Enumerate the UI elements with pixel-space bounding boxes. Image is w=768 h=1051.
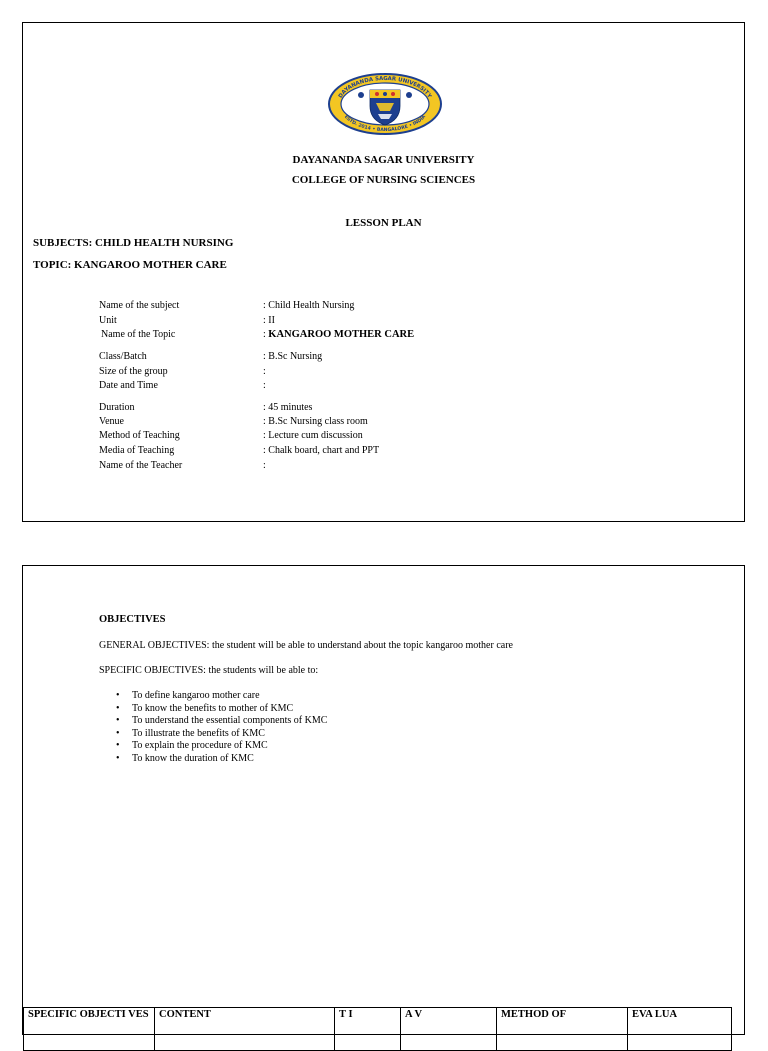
detail-label: Media of Teaching <box>99 445 175 456</box>
column-header-av-aids: A V <box>401 1008 497 1051</box>
detail-value: : Child Health Nursing <box>263 300 355 311</box>
detail-value: : <box>263 460 266 471</box>
college-name: COLLEGE OF NURSING SCIENCES <box>291 174 476 186</box>
detail-value: : II <box>263 315 275 326</box>
column-header-evaluation: EVA LUA <box>628 1008 732 1051</box>
document-page-1 <box>22 22 745 522</box>
list-item <box>99 690 327 703</box>
detail-label: Venue <box>99 416 124 427</box>
objective-text: To define kangaroo mother care <box>132 690 260 701</box>
detail-row-group-size <box>23 366 744 380</box>
detail-label: Name of the subject <box>99 300 180 311</box>
detail-row-venue <box>23 416 744 430</box>
column-header-content: CONTENT <box>155 1008 335 1051</box>
detail-row-duration <box>23 402 744 416</box>
bullet-icon: • <box>116 740 120 752</box>
detail-label: Duration <box>99 402 135 413</box>
document-page-2 <box>22 565 745 1035</box>
table-header-row <box>24 1008 732 1051</box>
detail-row-class <box>23 351 744 365</box>
detail-value: : <box>263 366 266 377</box>
bullet-icon: • <box>116 702 120 714</box>
seal-text-top: DAYANANDA SAGAR UNIVERSITY <box>337 75 433 100</box>
detail-row-date-time <box>23 380 744 394</box>
detail-value: : Chalk board, chart and PPT <box>263 445 380 456</box>
detail-label: Name of the Teacher <box>99 460 183 471</box>
detail-row-method <box>23 430 744 444</box>
detail-row-teacher <box>23 460 744 474</box>
column-header-method: METHOD OF <box>497 1008 628 1051</box>
detail-label: Unit <box>99 315 117 326</box>
detail-row-topic <box>23 329 744 343</box>
detail-value: : B.Sc Nursing class room <box>263 416 368 427</box>
objective-text: To understand the essential components of KMC <box>132 715 328 727</box>
detail-value: : 45 minutes <box>263 402 313 413</box>
bullet-icon: • <box>116 727 120 739</box>
university-name: DAYANANDA SAGAR UNIVERSITY <box>292 154 475 166</box>
list-item <box>99 753 327 766</box>
detail-label: Method of Teaching <box>99 430 180 441</box>
list-item <box>99 740 327 753</box>
university-seal-logo <box>328 73 442 135</box>
list-item <box>99 715 327 728</box>
bullet-icon: • <box>116 690 120 701</box>
detail-label: Class/Batch <box>99 351 147 362</box>
detail-value-strong: KANGAROO MOTHER CARE <box>268 329 415 340</box>
objective-text: To know the duration of KMC <box>132 752 254 764</box>
objective-text: To illustrate the benefits of KMC <box>132 727 265 739</box>
bullet-icon: • <box>116 715 120 727</box>
detail-row-media <box>23 445 744 459</box>
detail-label: Size of the group <box>99 366 168 377</box>
specific-objectives-list <box>99 690 327 766</box>
list-item <box>99 728 327 741</box>
column-header-time: T I <box>335 1008 401 1051</box>
detail-label: Name of the Topic <box>101 329 176 340</box>
list-item <box>99 703 327 716</box>
topic-line: TOPIC: KANGAROO MOTHER CARE <box>33 259 227 271</box>
detail-value-prefix: : <box>263 329 269 340</box>
objectives-heading: OBJECTIVES <box>99 614 166 625</box>
column-header-specific-objectives: SPECIFIC OBJECTI VES <box>24 1008 155 1051</box>
specific-objectives-intro: SPECIFIC OBJECTIVES: the students will be able to: <box>99 665 319 676</box>
subjects-line: SUBJECTS: CHILD HEALTH NURSING <box>33 237 234 249</box>
bullet-icon: • <box>116 752 120 764</box>
general-objectives: GENERAL OBJECTIVES: the student will be able to understand about the topic kangaroo mother care <box>99 640 513 651</box>
detail-label: Date and Time <box>99 380 158 391</box>
detail-value: : B.Sc Nursing <box>263 351 323 362</box>
detail-value: : <box>263 380 266 391</box>
objective-text: To know the benefits to mother of KMC <box>132 702 294 714</box>
lesson-plan-table <box>23 1007 732 1051</box>
detail-value <box>263 329 414 340</box>
detail-row-subject <box>23 300 744 314</box>
detail-row-unit <box>23 315 744 329</box>
document-title: LESSON PLAN <box>345 217 422 229</box>
detail-value: : Lecture cum discussion <box>263 430 363 441</box>
objective-text: To explain the procedure of KMC <box>132 740 268 752</box>
seal-text-bottom: ESTD. 2014 • BANGALORE • INDIA <box>343 114 427 134</box>
